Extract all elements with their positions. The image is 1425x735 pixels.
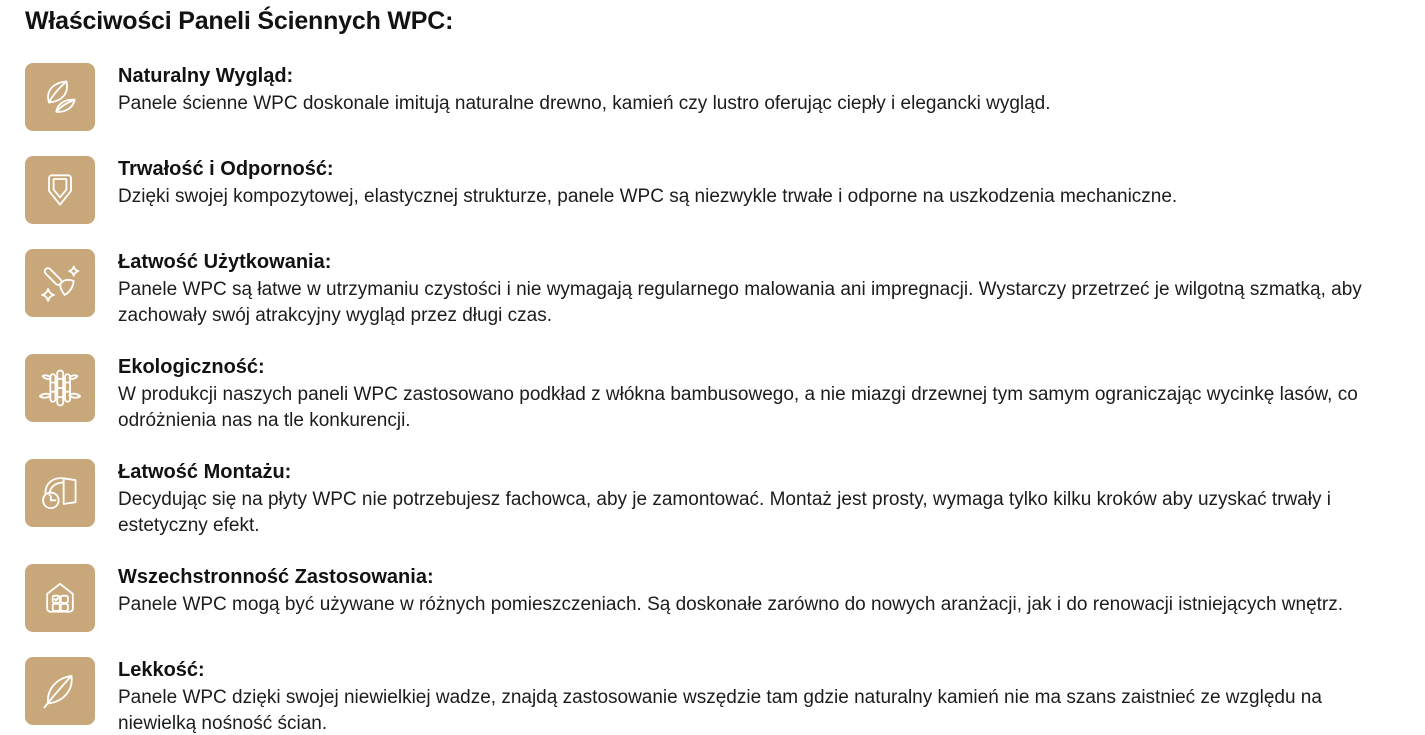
- feature-heading: Łatwość Użytkowania:: [118, 251, 332, 273]
- leaves-icon: [38, 75, 82, 119]
- features-list: [25, 63, 1405, 735]
- feature-item: [25, 63, 1405, 131]
- feature-item: [25, 564, 1405, 632]
- feature-heading: Łatwość Montażu:: [118, 461, 292, 483]
- feature-text: [118, 354, 1388, 434]
- feature-icon-box: [25, 63, 95, 131]
- feature-description: Panele WPC są łatwe w utrzymaniu czystości i nie wymagają regularnego malowania ani impregnacji. Wystarczy przetrzeć je wilgotną szmatką, aby zachowały swój atrakcyjny wygląd przez długi czas.: [118, 279, 1362, 326]
- feature-item: [25, 459, 1405, 539]
- feature-text: [118, 249, 1388, 329]
- feature-icon-box: [25, 459, 95, 527]
- feature-item: [25, 156, 1405, 224]
- feature-item: [25, 249, 1405, 329]
- feature-heading: Wszechstronność Zastosowania:: [118, 566, 434, 588]
- page-title: Właściwości Paneli Ściennych WPC:: [25, 7, 454, 35]
- panel-clock-icon: [38, 471, 82, 515]
- feature-description: Decydując się na płyty WPC nie potrzebujesz fachowca, aby je zamontować. Montaż jest prosty, wymaga tylko kilku kroków aby uzyskać trwały i estetyczny efekt.: [118, 489, 1331, 536]
- feature-icon-box: [25, 657, 95, 725]
- feature-heading: Naturalny Wygląd:: [118, 65, 294, 87]
- feature-text: [118, 459, 1388, 539]
- feature-text: [118, 156, 1177, 210]
- feature-text: [118, 657, 1388, 735]
- feature-item: [25, 354, 1405, 434]
- feature-icon-box: [25, 564, 95, 632]
- feature-icon-box: [25, 354, 95, 422]
- feature-description: W produkcji naszych paneli WPC zastosowano podkład z włókna bambusowego, a nie miazgi drzewnej tym samym ograniczając wycinkę lasów, co odróżnienia nas na tle konkurencji.: [118, 384, 1358, 431]
- feather-icon: [38, 669, 82, 713]
- feature-text: [118, 564, 1343, 618]
- feature-icon-box: [25, 249, 95, 317]
- feature-description: Dzięki swojej kompozytowej, elastycznej strukturze, panele WPC są niezwykle trwałe i odporne na uszkodzenia mechaniczne.: [118, 186, 1178, 207]
- feature-heading: Trwałość i Odporność:: [118, 158, 334, 180]
- feature-heading: Ekologiczność:: [118, 356, 265, 378]
- feature-item: [25, 657, 1405, 735]
- feature-heading: Lekkość:: [118, 659, 205, 681]
- feature-text: [118, 63, 1051, 117]
- shield-icon: [38, 168, 82, 212]
- bamboo-icon: [38, 366, 82, 410]
- feature-description: Panele ścienne WPC doskonale imitują naturalne drewno, kamień czy lustro oferując ciepły i elegancki wygląd.: [118, 93, 1051, 114]
- house-grid-icon: [38, 576, 82, 620]
- feature-icon-box: [25, 156, 95, 224]
- feature-description: Panele WPC dzięki swojej niewielkiej wadze, znajdą zastosowanie wszędzie tam gdzie naturalny kamień nie ma szans zaistnieć ze względu na niewielką nośność ścian.: [118, 687, 1322, 734]
- cleaning-brush-sparkles-icon: [38, 261, 82, 305]
- feature-description: Panele WPC mogą być używane w różnych pomieszczeniach. Są doskonałe zarówno do nowych aranżacji, jak i do renowacji istniejących wnętrz.: [118, 594, 1344, 615]
